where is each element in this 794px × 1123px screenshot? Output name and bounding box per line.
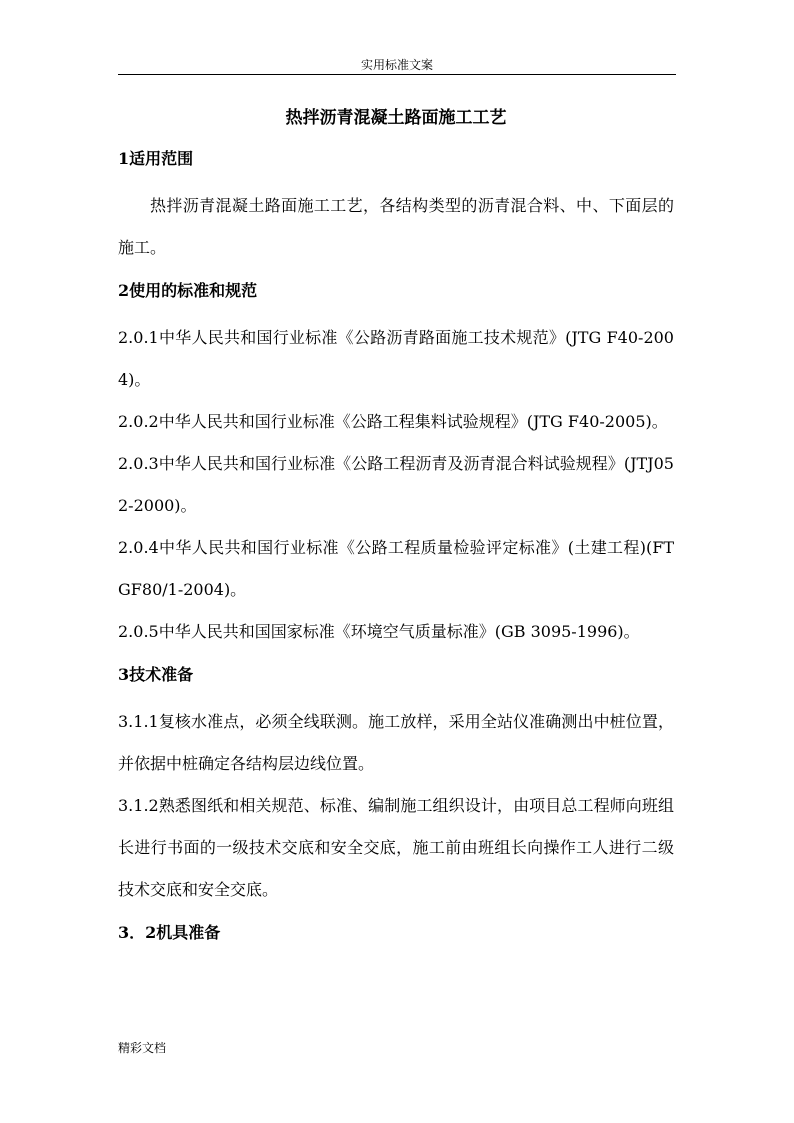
standard-item: 2.0.3中华人民共和国行业标准《公路工程沥青及沥青混合料试验规程》(JTJ052-2000)。 xyxy=(118,454,674,515)
section-heading-1: 1适用范围 xyxy=(118,149,194,168)
technical-item: 3.1.1复核水准点，必须全线联测。施工放样，采用全站仪准确测出中桩位置，并依据中桩确定各结构层边线位置。 xyxy=(118,712,674,773)
section-heading-3: 3技术准备 xyxy=(118,665,194,684)
page-header: 实用标准文案 xyxy=(360,58,433,72)
document-body xyxy=(118,101,674,959)
section-heading-2: 2使用的标准和规范 xyxy=(118,281,258,300)
standard-item: 2.0.1中华人民共和国行业标准《公路沥青路面施工技术规范》(JTG F40-2004)。 xyxy=(118,328,674,389)
standard-item: 2.0.4中华人民共和国行业标准《公路工程质量检验评定标准》(土建工程)(FTGF80/1-2004)。 xyxy=(118,538,674,599)
section-heading-3-2: 3．2机具准备 xyxy=(118,923,221,942)
standard-item: 2.0.5中华人民共和国国家标准《环境空气质量标准》(GB 3095-1996)。 xyxy=(118,622,640,641)
technical-item: 3.1.2熟悉图纸和相关规范、标准、编制施工组织设计，由项目总工程师向班组长进行书面的一级技术交底和安全交底，施工前由班组长向操作工人进行二级技术交底和安全交底。 xyxy=(118,796,674,899)
standard-item: 2.0.2中华人民共和国行业标准《公路工程集料试验规程》(JTG F40-2005)。 xyxy=(118,412,668,431)
document-title: 热拌沥青混凝土路面施工工艺 xyxy=(285,108,507,128)
header-divider xyxy=(118,74,676,75)
page-footer: 精彩文档 xyxy=(118,1041,167,1055)
section-1-paragraph: 热拌沥青混凝土路面施工工艺，各结构类型的沥青混合料、中、下面层的施工。 xyxy=(118,196,674,257)
